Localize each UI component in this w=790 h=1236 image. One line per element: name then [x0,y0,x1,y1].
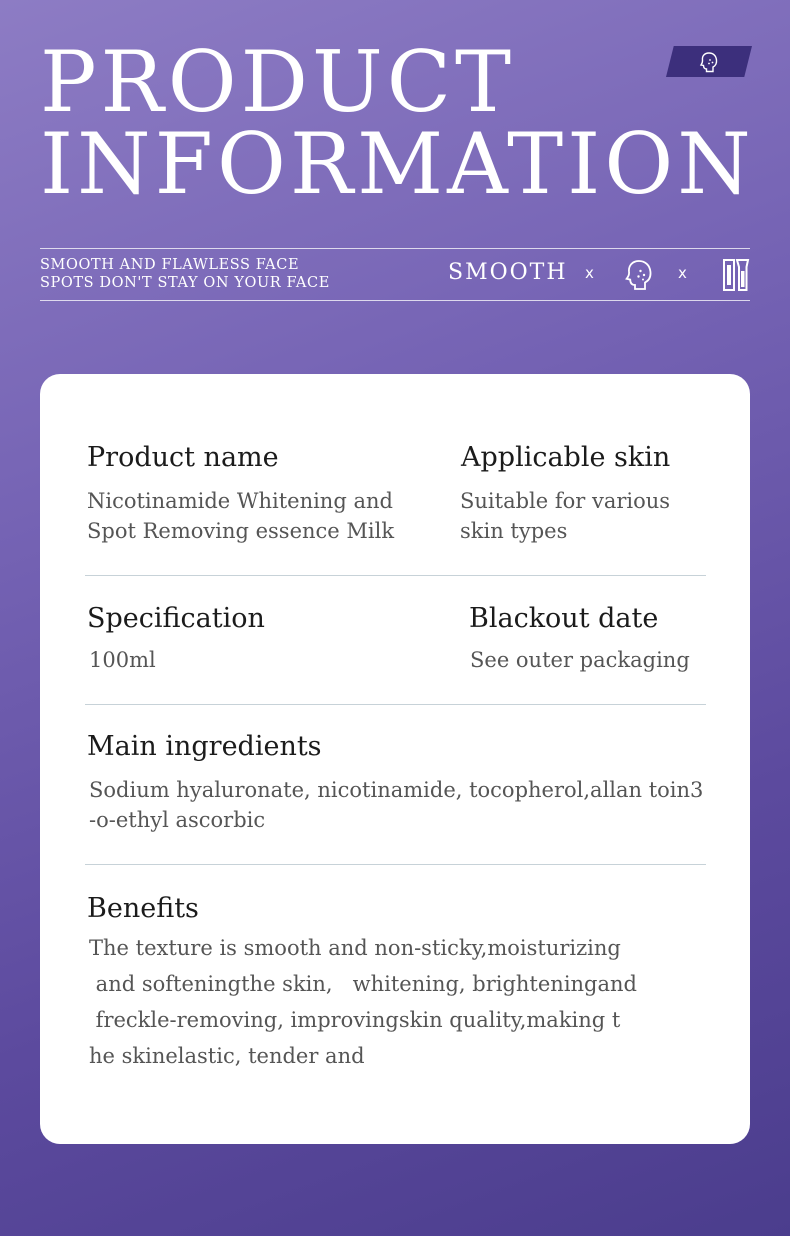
header-divider-top [40,248,750,249]
applicable-skin-value: Suitable for various skin types [460,489,671,543]
specification-value: 100ml [89,648,156,672]
blackout-date-label: Blackout date [469,603,659,634]
specification-label: Specification [87,603,265,634]
blackout-date-value: See outer packaging [470,648,690,672]
benefits-text-line: and softeningthe skin, whitening, brighteningand [89,972,637,996]
row-divider [85,575,706,576]
cosmetic-tube-icon [722,258,750,296]
page-title-line-1: PRODUCT [40,33,516,131]
product-info-card [40,374,750,1144]
times-symbol: x [585,264,594,282]
benefits-text-line: freckle-removing, improvingskin quality,making t [89,1008,621,1032]
tagline-line-1: SMOOTH AND FLAWLESS FACE [40,257,300,273]
row-divider [85,704,706,705]
smooth-label: SMOOTH [448,260,568,285]
face-outline-icon [624,258,654,296]
row-divider [85,864,706,865]
benefits-text-line: he skinelastic, tender and [89,1044,365,1068]
main-ingredients-label: Main ingredients [87,731,322,762]
face-outline-icon [699,51,719,73]
brand-badge [666,46,752,77]
page-title-line-2: INFORMATION [40,115,755,213]
benefits-label: Benefits [87,893,199,924]
main-ingredients-value: Sodium hyaluronate, nicotinamide, tocopherol,allan toin3-o-ethyl ascorbic [89,778,704,832]
product-name-label: Product name [87,442,279,473]
benefits-text-line: The texture is smooth and non-sticky,moisturizing [89,936,621,960]
header-divider-bottom [40,300,750,301]
tagline-line-2: SPOTS DON'T STAY ON YOUR FACE [40,275,330,291]
product-name-value: Nicotinamide Whitening and Spot Removing essence Milk [87,489,395,543]
times-symbol: x [678,264,687,282]
applicable-skin-label: Applicable skin [461,442,671,473]
